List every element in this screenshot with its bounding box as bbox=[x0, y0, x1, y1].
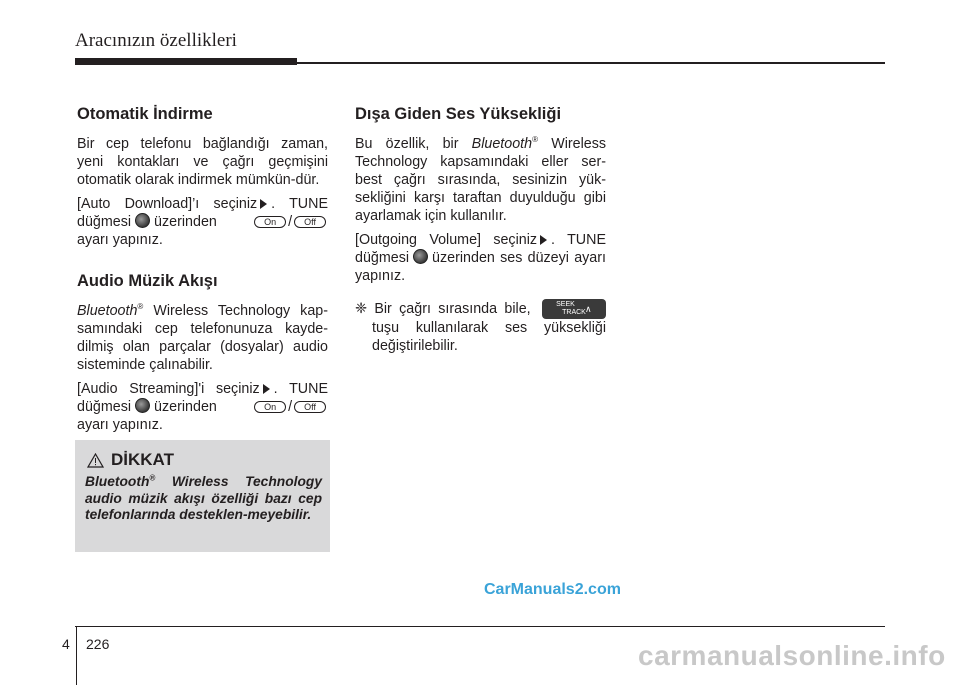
left-column bbox=[77, 104, 328, 440]
audio-streaming-description: Bluetooth® Wireless Technology kap-samındaki cep telefonunuza kayde-dilmiş olan parçalar (dosyalar) audio sisteminde çalınabilir. bbox=[77, 302, 328, 373]
section-title-audio-streaming: Audio Müzik Akışı bbox=[77, 272, 218, 290]
off-button-icon: Off bbox=[294, 401, 326, 413]
watermark-link[interactable]: CarManuals2.com bbox=[484, 581, 621, 598]
caution-box bbox=[75, 440, 330, 552]
seek-track-button-icon: ∨ SEEK TRACK ∧ bbox=[542, 299, 606, 319]
caution-text: Bluetooth® Wireless Technology audio müzik akışı özelliği bazı cep telefonlarında desteklen-meyebilir. bbox=[85, 473, 322, 522]
caution-title: DİKKAT bbox=[111, 450, 174, 469]
play-arrow-icon bbox=[263, 384, 270, 394]
chapter-number: 4 bbox=[62, 636, 70, 652]
play-arrow-icon bbox=[540, 235, 547, 245]
seek-track-note: ❈ Bir çağrı sırasında bile, ∨ SEEK TRACK ∧ tuşu kullanılarak ses yüksekliği değiştirilebilir. bbox=[355, 300, 606, 354]
auto-download-description: Bir cep telefonu bağlandığı zaman, yeni kontakları ve çağrı geçmişini otomatik olarak indirmek mümkün-dür. bbox=[77, 136, 328, 188]
play-arrow-icon bbox=[260, 199, 267, 209]
tune-knob-icon bbox=[135, 398, 150, 413]
outgoing-volume-description: Bu özellik, bir Bluetooth® Wireless Technology kapsamındaki eller ser-best çağrı sırasında, sesinizin yük-sekliğini karşı taraftan duyulduğu gibi ayarlamak için kullanılır. bbox=[355, 135, 607, 224]
section-title-auto-download: Otomatik İndirme bbox=[77, 105, 213, 123]
tune-knob-icon bbox=[413, 249, 428, 264]
caution-heading bbox=[87, 450, 174, 470]
footer-divider bbox=[76, 626, 77, 685]
outgoing-volume-instructions: [Outgoing Volume] seçiniz . TUNE düğmesi üzerinden ses düzeyi ayarı yapınız. bbox=[355, 232, 606, 284]
footer-rule bbox=[75, 626, 885, 627]
tune-knob-icon bbox=[135, 213, 150, 228]
off-button-icon: Off bbox=[294, 216, 326, 228]
source-watermark: carmanualsonline.info bbox=[638, 640, 946, 671]
warning-triangle-icon bbox=[87, 453, 104, 468]
right-column bbox=[355, 104, 606, 361]
note-symbol: ❈ bbox=[355, 300, 367, 317]
header-rule bbox=[75, 62, 885, 64]
section-title-outgoing-volume: Dışa Giden Ses Yüksekliği bbox=[355, 105, 562, 123]
auto-download-instructions: [Auto Download]’ı seçiniz . TUNE düğmesi üzerinden On / Off ayarı yapınız. bbox=[77, 196, 328, 248]
on-button-icon: On bbox=[254, 216, 286, 228]
on-button-icon: On bbox=[254, 401, 286, 413]
page-header-title: Aracınızın özellikleri bbox=[75, 30, 237, 51]
audio-streaming-instructions: [Audio Streaming]'i seçiniz . TUNE düğmesi üzerinden On / Off ayarı yapınız. bbox=[77, 381, 328, 433]
page-number: 226 bbox=[86, 636, 110, 652]
